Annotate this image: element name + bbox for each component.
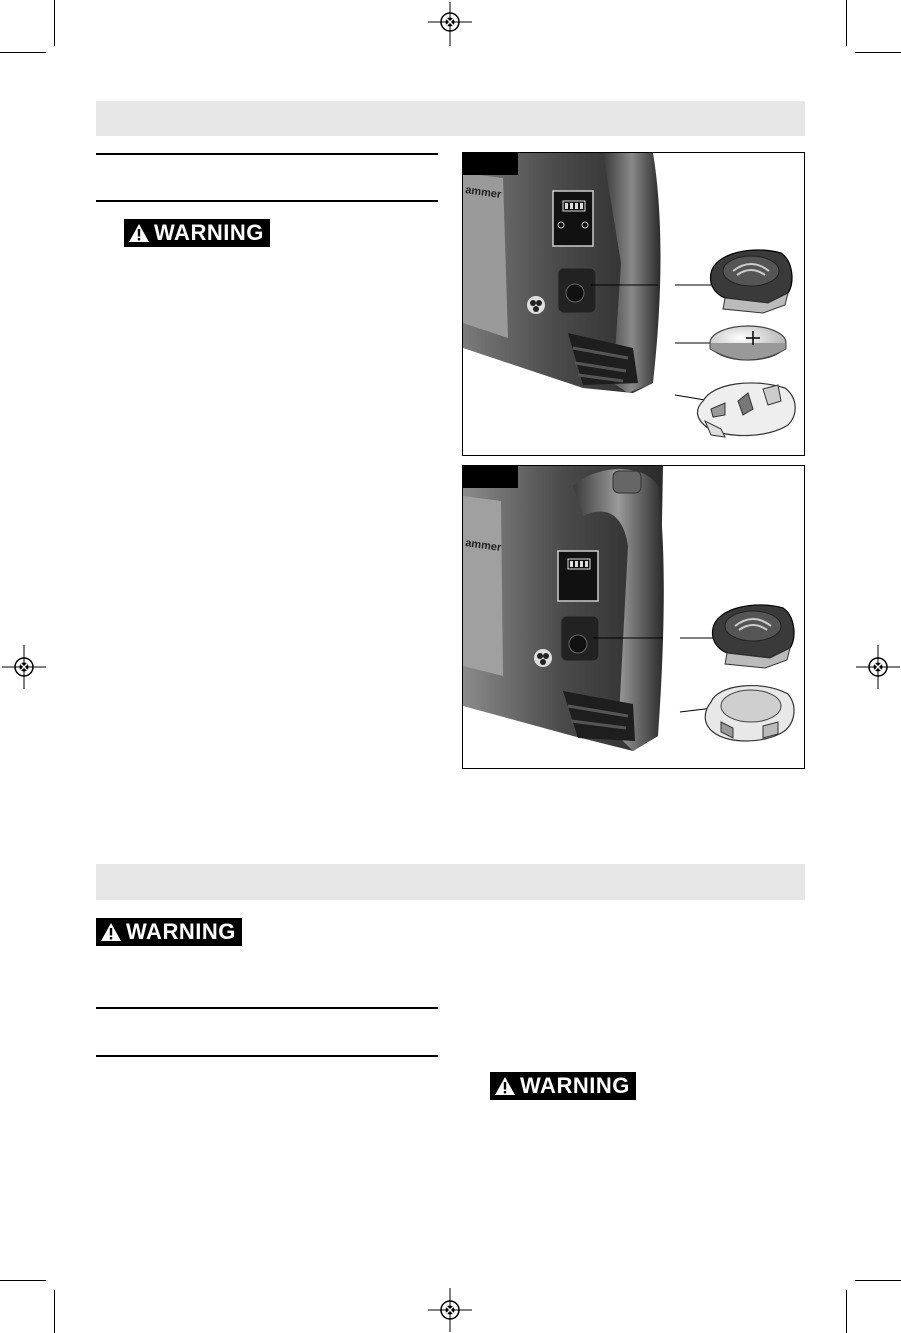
crop-mark-top-left-h [0, 52, 46, 53]
section-header-bar-top [96, 101, 805, 136]
section-header-bar-bottom [96, 864, 805, 900]
subheading-rule-3 [96, 1007, 438, 1009]
figure-battery-installed [462, 465, 805, 769]
warning-label-2 [96, 918, 242, 946]
warning-text: WARNING [154, 220, 264, 245]
warning-triangle-icon [128, 223, 150, 243]
warning-label-3 [490, 1072, 636, 1100]
svg-text:ammer: ammer [464, 537, 502, 554]
crop-mark-top-right-h [855, 52, 901, 53]
warning-triangle-icon [100, 922, 122, 942]
svg-text:ammer: ammer [464, 184, 502, 201]
warning-label-1 [124, 219, 270, 247]
registration-mark-left [2, 645, 46, 689]
warning-text: WARNING [520, 1073, 630, 1098]
registration-mark-bottom [428, 1288, 472, 1332]
subheading-rule-1 [96, 153, 438, 155]
registration-mark-top [428, 2, 472, 46]
figure-number-tag [463, 153, 518, 175]
warning-text: WARNING [126, 919, 236, 944]
figure-number-tag [463, 466, 518, 488]
subheading-rule-2 [96, 200, 438, 202]
crop-mark-bottom-right-h [855, 1280, 901, 1281]
warning-triangle-icon [494, 1076, 516, 1096]
figure-battery-removal [462, 152, 805, 456]
subheading-rule-4 [96, 1055, 438, 1057]
crop-mark-top-left-v [54, 0, 55, 46]
crop-mark-bottom-left-h [0, 1280, 46, 1281]
crop-mark-top-right-v [846, 0, 847, 46]
tool-illustration [463, 466, 805, 769]
registration-mark-right [856, 645, 900, 689]
crop-mark-bottom-left-v [54, 1290, 55, 1333]
crop-mark-bottom-right-v [846, 1290, 847, 1333]
tool-illustration [463, 153, 805, 456]
